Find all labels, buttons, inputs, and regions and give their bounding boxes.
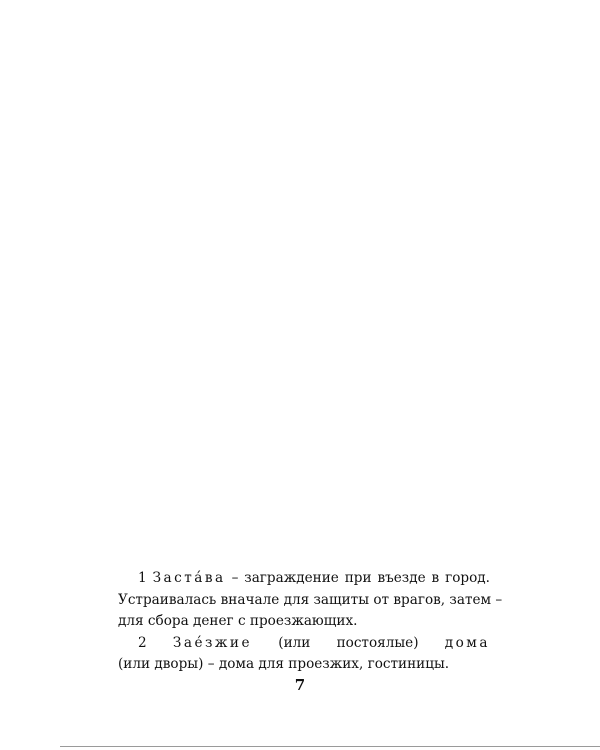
- footnote-1: [118, 568, 503, 633]
- footnote-text: (или постоялые): [278, 634, 419, 651]
- footnote-text: – заграждение при въезде в город.: [231, 570, 490, 586]
- footnote-term: Застáва: [152, 570, 226, 586]
- footnote-line: [118, 568, 490, 590]
- footnote-line: [118, 633, 490, 655]
- footnote-line: для сбора денег с проезжающих.: [118, 613, 358, 629]
- footnote-marker: 2: [138, 634, 147, 651]
- footnote-term: дома: [444, 634, 490, 651]
- footnote-line: Устраивалась вначале для защиты от врагов, затем –: [118, 591, 503, 608]
- footnote-marker: 1: [138, 570, 147, 586]
- footnote-2: [118, 633, 490, 676]
- bottom-divider: [60, 746, 600, 747]
- page-number: 7: [294, 676, 306, 694]
- footnote-line: (или дворы) – дома для проезжих, гостиницы.: [118, 656, 450, 672]
- footnote-term: Заéзжие: [172, 634, 253, 651]
- footnotes: [118, 568, 503, 676]
